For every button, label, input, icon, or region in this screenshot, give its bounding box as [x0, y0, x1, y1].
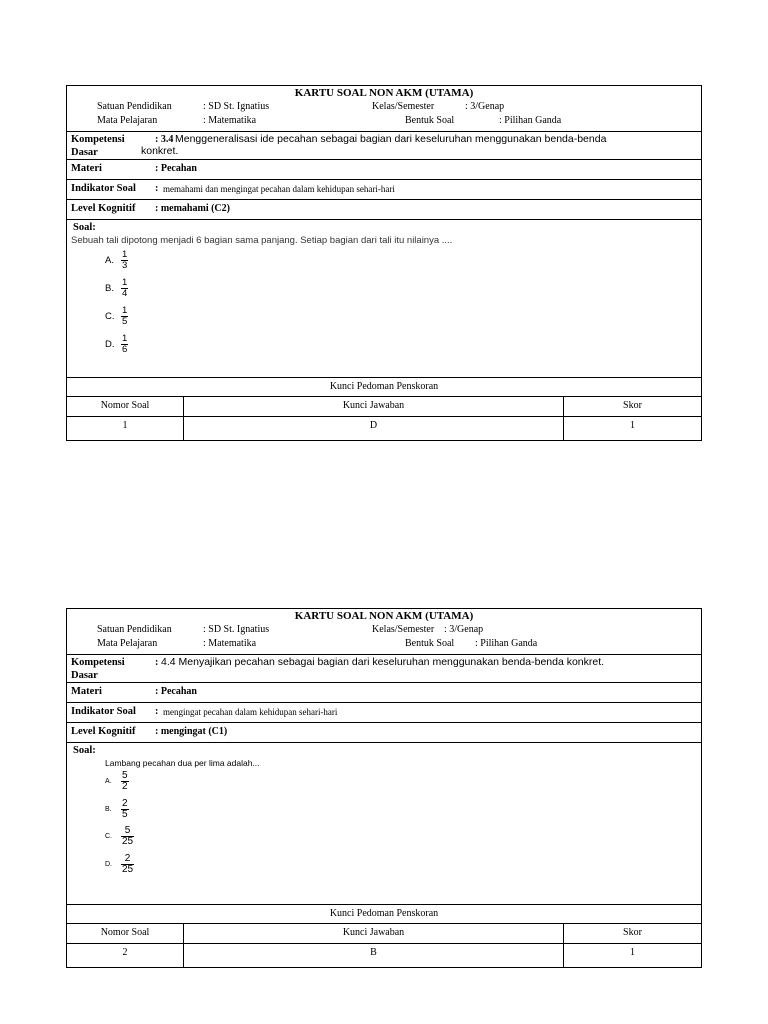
kompetensi-prefix: :	[155, 657, 159, 668]
question-card-1	[66, 85, 702, 441]
option-d	[105, 334, 128, 354]
bentuk-label: Bentuk Soal	[405, 638, 455, 649]
kelas-label: Kelas/Semester	[372, 624, 435, 635]
option-a	[105, 250, 128, 270]
kunci-title: Kunci Pedoman Penskoran	[329, 908, 439, 919]
indikator-row	[67, 703, 701, 723]
question-text: Sebuah tali dipotong menjadi 6 bagian sama panjang. Setiap bagian dari tali itu nilainya ....	[71, 235, 453, 246]
denominator: 2	[122, 781, 128, 792]
kompetensi-prefix: : 3.4	[155, 134, 174, 145]
mapel-value: : Matematika	[203, 115, 257, 126]
mapel-value: : Matematika	[203, 638, 257, 649]
indikator-label: Indikator Soal	[71, 183, 136, 194]
mapel-label: Mata Pelajaran	[97, 638, 158, 649]
numerator: 2	[124, 853, 131, 864]
kompetensi-row	[67, 132, 701, 160]
fraction	[121, 826, 134, 847]
col-nomor-header: Nomor Soal	[67, 397, 184, 416]
level-label: Level Kognitif	[71, 726, 136, 737]
option-letter: D.	[105, 338, 115, 350]
option-letter: C.	[105, 310, 115, 322]
mapel-label: Mata Pelajaran	[97, 115, 158, 126]
indikator-value: mengingat pecahan dalam kehidupan sehari-hari	[163, 707, 338, 717]
kompetensi-text-2: konkret.	[141, 145, 179, 157]
kompetensi-label: Kompetensi	[71, 657, 125, 668]
bentuk-label: Bentuk Soal	[405, 115, 455, 126]
col-skor-header: Skor	[623, 927, 642, 938]
question-text: Lambang pecahan dua per lima adalah...	[105, 758, 260, 768]
skor-value: 1	[630, 947, 635, 958]
fraction	[121, 799, 129, 820]
denominator: 3	[122, 259, 128, 271]
skor-value: 1	[630, 420, 635, 431]
denominator: 6	[122, 343, 128, 355]
kelas-value: : 3/Genap	[444, 624, 484, 635]
numerator: 1	[122, 305, 128, 316]
kunci-title: Kunci Pedoman Penskoran	[329, 381, 439, 392]
materi-row	[67, 160, 701, 180]
denominator: 5	[122, 809, 128, 820]
denominator: 4	[122, 287, 128, 299]
kunci-value-row	[67, 944, 701, 967]
materi-label: Materi	[71, 163, 102, 174]
kunci-value: B	[184, 944, 564, 967]
soal-row	[67, 743, 701, 905]
soal-label: Soal:	[73, 222, 96, 233]
soal-label: Soal:	[73, 745, 96, 756]
fraction	[121, 278, 128, 298]
option-letter: A.	[105, 254, 114, 266]
option-letter: D.	[105, 861, 112, 868]
option-b	[105, 799, 129, 820]
numerator: 2	[122, 798, 128, 809]
materi-label: Materi	[71, 686, 102, 697]
kompetensi-text: Menggeneralisasi ide pecahan sebagai bagian dari keseluruhan menggunakan benda-benda	[175, 133, 607, 145]
satuan-label: Satuan Pendidikan	[97, 624, 172, 635]
option-letter: B.	[105, 282, 114, 294]
level-label: Level Kognitif	[71, 203, 136, 214]
card-header	[67, 86, 701, 132]
option-a	[105, 771, 129, 792]
numerator: 5	[122, 770, 128, 781]
kompetensi-label: Kompetensi	[71, 134, 125, 145]
indikator-prefix: :	[155, 183, 159, 194]
kunci-value: D	[184, 417, 564, 440]
fraction	[121, 306, 128, 326]
satuan-value: : SD St. Ignatius	[203, 624, 270, 635]
level-value: : memahami (C2)	[155, 203, 230, 214]
indikator-prefix: :	[155, 706, 159, 717]
indikator-value: memahami dan mengingat pecahan dalam kehidupan sehari-hari	[163, 184, 395, 194]
denominator: 25	[122, 836, 134, 847]
card-title: KARTU SOAL NON AKM (UTAMA)	[294, 610, 474, 622]
option-letter: B.	[105, 806, 112, 813]
col-skor-header: Skor	[623, 400, 642, 411]
kompetensi-label-2: Dasar	[71, 147, 98, 158]
bentuk-value: : Pilihan Ganda	[499, 115, 562, 126]
kunci-title-row	[67, 378, 701, 397]
satuan-value: : SD St. Ignatius	[203, 101, 270, 112]
fraction	[121, 250, 128, 270]
numerator: 1	[122, 277, 128, 288]
kompetensi-row	[67, 655, 701, 683]
option-letter: C.	[105, 833, 112, 840]
bentuk-value: : Pilihan Ganda	[475, 638, 538, 649]
numerator: 1	[122, 249, 128, 260]
option-c	[105, 826, 134, 847]
card-header	[67, 609, 701, 655]
kelas-label: Kelas/Semester	[372, 101, 435, 112]
nomor-value: 2	[67, 944, 184, 967]
denominator: 25	[122, 864, 134, 875]
level-row	[67, 723, 701, 743]
option-c	[105, 306, 128, 326]
kunci-header-row	[67, 924, 701, 944]
option-d	[105, 854, 134, 875]
materi-row	[67, 683, 701, 703]
level-row	[67, 200, 701, 220]
question-card-2	[66, 608, 702, 968]
option-letter: A.	[105, 778, 112, 785]
materi-value: : Pecahan	[155, 686, 197, 697]
fraction	[121, 771, 129, 792]
kompetensi-label-2: Dasar	[71, 670, 98, 681]
col-nomor-header: Nomor Soal	[67, 924, 184, 943]
kompetensi-text: 4.4 Menyajikan pecahan sebagai bagian dari keseluruhan menggunakan benda-benda konkret.	[161, 656, 605, 668]
denominator: 5	[122, 315, 128, 327]
level-value: : mengingat (C1)	[155, 726, 228, 737]
kunci-header-row	[67, 397, 701, 417]
kunci-value-row	[67, 417, 701, 440]
materi-value: : Pecahan	[155, 163, 197, 174]
fraction	[121, 854, 134, 875]
option-b	[105, 278, 128, 298]
numerator: 1	[122, 333, 128, 344]
fraction	[121, 334, 128, 354]
satuan-label: Satuan Pendidikan	[97, 101, 172, 112]
indikator-label: Indikator Soal	[71, 706, 136, 717]
kunci-title-row	[67, 905, 701, 924]
card-title: KARTU SOAL NON AKM (UTAMA)	[294, 87, 474, 99]
col-kunci-header: Kunci Jawaban	[184, 397, 564, 416]
nomor-value: 1	[67, 417, 184, 440]
numerator: 5	[124, 825, 131, 836]
soal-row	[67, 220, 701, 378]
indikator-row	[67, 180, 701, 200]
kelas-value: : 3/Genap	[465, 101, 505, 112]
col-kunci-header: Kunci Jawaban	[184, 924, 564, 943]
